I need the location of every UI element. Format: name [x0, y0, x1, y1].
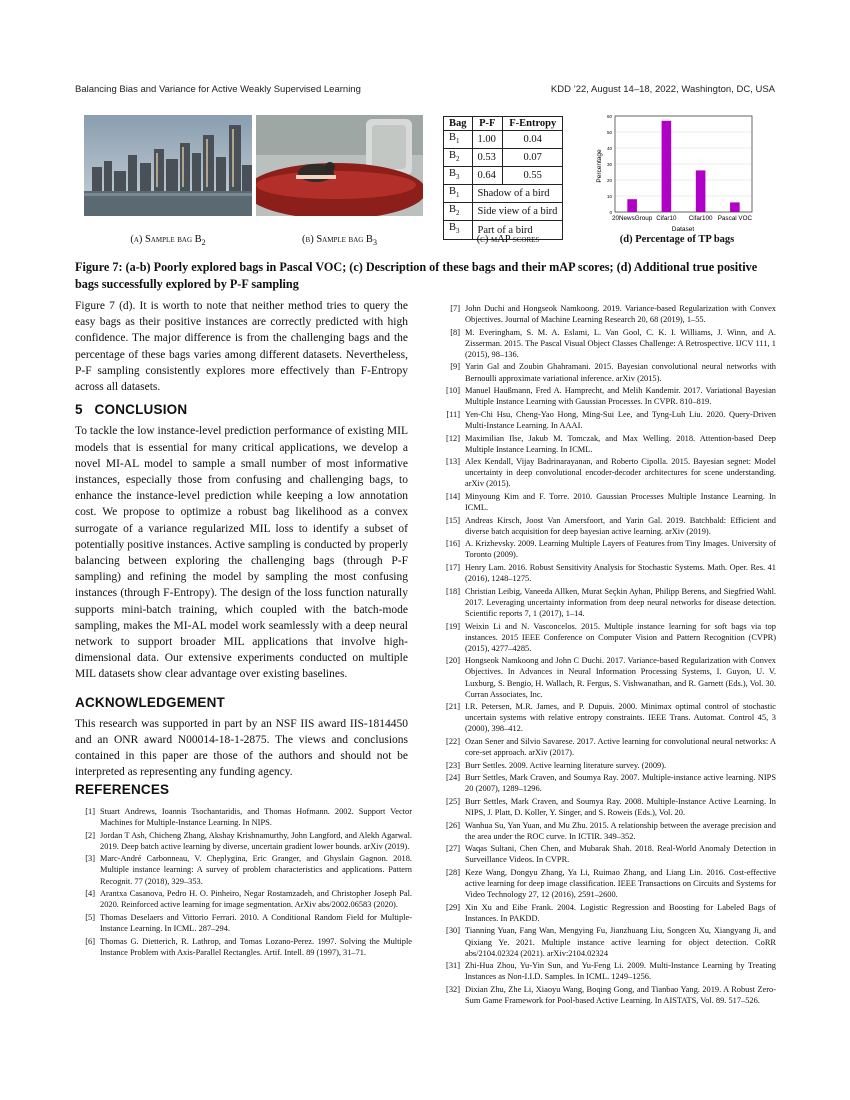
- reference-item: [75, 912, 412, 934]
- reference-text: Ozan Sener and Silvio Savarese. 2017. Active learning for convolutional neural networks: A core-set approach. arXiv (2017).: [465, 736, 776, 758]
- reference-number: [9]: [450, 362, 460, 372]
- reference-number: [10]: [446, 386, 460, 396]
- reference-item: [440, 820, 776, 842]
- reference-text: Henry Lam. 2016. Robust Sensitivity Analysis for Stochastic Systems. Math. Oper. Res. 41 (2016), 1248–1275.: [465, 563, 776, 584]
- reference-number: [26]: [446, 820, 460, 830]
- table-cell-fe: 0.55: [503, 167, 563, 185]
- reference-number: [19]: [446, 621, 460, 631]
- paragraph: This research was supported in part by an NSF IIS award IIS-1814450 and an ONR award N00014-18-1-2875. The views and conclusions contained in this paper are those of the authors and should not be interpreted as representing any funding agency.: [75, 717, 408, 779]
- table-row: [444, 149, 563, 167]
- reference-item: [440, 515, 776, 537]
- references-right: [440, 303, 776, 1008]
- reference-text: Christian Leibig, Vaneeda Allken, Murat Seçkin Ayhan, Philipp Berens, and Siegfried Wahl. 2017. Leveraging uncertainty information from deep neural networks for disease detection. Scientific reports 7, 1 (2017), 1–14.: [465, 586, 776, 618]
- map-scores-table: [443, 116, 563, 240]
- reference-item: [440, 361, 776, 383]
- y-tick-label: 50: [606, 130, 612, 135]
- reference-text: A. Krizhevsky. 2009. Learning Multiple Layers of Features from Tiny Images. University of Toronto (2009).: [465, 539, 776, 560]
- table-cell-pf: 0.53: [472, 149, 503, 167]
- reference-item: [440, 867, 776, 900]
- reference-text: Burr Settles, Mark Craven, and Soumya Ray. 2007. Multiple-instance active learning. NIPS 20 (2007), 1289–1296.: [465, 773, 776, 794]
- reference-item: [440, 456, 776, 489]
- table-row: [444, 167, 563, 185]
- reference-text: M. Everingham, S. M. A. Eslami, L. Van Gool, C. K. I. Williams, J. Winn, and A. Zisserman. 2015. The Pascal Visual Object Classes Challenge: A Retrospective. IJCV 111, 1 (2015), 98–136.: [465, 327, 776, 359]
- section-heading: 5 CONCLUSION: [75, 402, 188, 418]
- reference-item: [440, 491, 776, 513]
- table-header: Bag: [444, 117, 473, 131]
- running-header-venue: KDD ’22, August 14–18, 2022, Washington, DC, USA: [550, 84, 775, 95]
- reference-number: [20]: [446, 656, 460, 666]
- bar-cifar100: [696, 170, 706, 212]
- reference-number: [13]: [446, 457, 460, 467]
- reference-number: [21]: [446, 702, 460, 712]
- table-cell-bag: $B_3$: [444, 221, 473, 239]
- reference-number: [25]: [446, 796, 460, 806]
- tp-bags-bar-chart: [592, 112, 762, 236]
- reference-number: [12]: [446, 433, 460, 443]
- reference-number: [17]: [446, 563, 460, 573]
- reference-item: [440, 925, 776, 958]
- reference-item: [75, 830, 412, 852]
- reference-text: Dixian Zhu, Zhe Li, Xiaoyu Wang, Boqing Gong, and Tianbao Yang. 2019. A Robust Zero-Sum Game Framework for Pool-based Active Learning. In AISTATS, Vol. 89. 517–526.: [465, 984, 776, 1006]
- bar-pascal-voc: [730, 202, 740, 212]
- table-row: [444, 185, 563, 203]
- reference-number: [32]: [446, 984, 460, 994]
- reference-number: [14]: [446, 492, 460, 501]
- reference-number: [1]: [85, 807, 95, 816]
- table-cell-bag: $B_2$: [444, 203, 473, 221]
- reference-text: Manuel Haußmann, Fred A. Hamprecht, and Melih Kandemir. 2017. Variational Bayesian Multiple Instance Learning with Gaussian Processes. In CVPR. 810–819.: [465, 386, 776, 407]
- reference-number: [23]: [446, 760, 460, 770]
- subfigure-a-caption: (a) Sample bag $B_2$: [130, 234, 206, 248]
- reference-item: [75, 853, 412, 886]
- reference-item: [440, 902, 776, 924]
- reference-number: [3]: [85, 854, 95, 864]
- subfigure-c-caption: (c) mAP scores: [476, 234, 540, 245]
- reference-number: [15]: [446, 515, 460, 525]
- table-cell-desc: Part of a bird: [472, 221, 563, 239]
- reference-number: [4]: [85, 889, 95, 899]
- reference-number: [7]: [450, 304, 460, 313]
- reference-item: [440, 409, 776, 431]
- table-cell-desc: Shadow of a bird: [472, 185, 563, 203]
- reference-text: Yarin Gal and Zoubin Ghahramani. 2015. Bayesian convolutional neural networks with Bernoulli approximate variational inference. arXiv (2015).: [465, 362, 776, 383]
- reference-item: [440, 701, 776, 734]
- reference-text: Zhi-Hua Zhou, Yu-Yin Sun, and Yu-Feng Li. 2009. Multi-Instance Learning by Treating Instances as Non-I.I.D. Samples. In ICML. 1249–1256.: [465, 961, 776, 982]
- reference-text: Tianning Yuan, Fang Wan, Mengying Fu, Jianzhuang Liu, Songcen Xu, Xiangyang Ji, and Qixiang Ye. 2021. Multiple instance active learning for object detection. CoRR abs/2104.02324 (2021). arXiv:2104.02324: [465, 926, 776, 958]
- table-cell-bag: $B_1$: [444, 185, 473, 203]
- reference-number: [2]: [85, 830, 95, 840]
- table-cell-pf: 0.64: [472, 167, 503, 185]
- reference-item: [440, 736, 776, 758]
- reference-text: Arantxa Casanova, Pedro H. O. Pinheiro, Negar Rostamzadeh, and Christopher Joseph Pal. 2020. Reinforced active learning for image segmentation. ArXiv abs/2002.06583 (2020).: [100, 889, 412, 910]
- x-axis-label: Dataset: [671, 226, 695, 233]
- x-tick-label: Cifar10: [656, 215, 677, 222]
- reference-text: John Duchi and Hongseok Namkoong. 2019. Variance-based Regularization with Convex Objectives. Journal of Machine Learning Research 20, 68 (2019), 1–55.: [465, 304, 776, 325]
- reference-number: [30]: [446, 926, 460, 936]
- y-tick-label: 20: [606, 178, 612, 183]
- reference-item: [440, 796, 776, 818]
- paragraph: To tackle the low instance-level prediction performance of existing MIL models that is essential for many critical applications, we develop a novel MI-AL model to sample a small number of most informative instances, especially those from confusing and challenging bags, to enhance the instance-level prediction while keeping a low annotation cost. We propose to optimize a robust bag likelihood as a convex surrogate of a variance regularized MIL loss to identify a subset of potentially positive instances. Active sampling is conducted by properly balancing between exploring the challenging bags (through P-F sampling) and refining the model by sampling the most confusing instances (through F-Entropy). The design of the loss function naturally supports mini-batch training, which coupled with the batch-mode sampling, makes the MI-AL model work seamlessly with a deep neural network to support broader MIL applications that involve high-dimensional data. Our extensive experiments conducted on multiple MIL datasets show clear advantage over existing baselines.: [75, 425, 408, 681]
- table-cell-fe: 0.04: [503, 131, 563, 149]
- references-left: [75, 806, 412, 959]
- reference-number: [31]: [446, 961, 460, 971]
- reference-text: Burr Settles, Mark Craven, and Soumya Ray. 2008. Multiple-Instance Active Learning. In NIPS, J. Platt, D. Koller, Y. Singer, and S. Roweis (Eds.), Vol. 20.: [465, 796, 776, 818]
- reference-number: [22]: [446, 736, 460, 746]
- table-cell-bag: $B_3$: [444, 167, 473, 185]
- subfigure-b-caption: (b) Sample bag $B_3$: [302, 234, 377, 248]
- y-tick-label: 30: [606, 162, 612, 167]
- reference-number: [18]: [446, 586, 460, 596]
- left-column: [75, 298, 408, 785]
- reference-number: [24]: [446, 773, 460, 783]
- table-cell-fe: 0.07: [503, 149, 563, 167]
- y-axis-label: Percentage: [596, 149, 603, 183]
- bar-20newsgroup: [627, 199, 637, 212]
- x-tick-label: Pascal VOC: [717, 215, 753, 222]
- reference-item: [440, 984, 776, 1006]
- reference-item: [75, 888, 412, 910]
- reference-item: [440, 538, 776, 560]
- x-tick-label: 20NewsGroup: [611, 215, 653, 222]
- reference-text: Xin Xu and Eibe Frank. 2004. Logistic Regression and Boosting for Labeled Bags of Instances. In PAKDD.: [465, 902, 776, 923]
- y-tick-label: 0: [609, 210, 612, 215]
- reference-text: Minyoung Kim and F. Torre. 2010. Gaussian Processes Multiple Instance Learning. In ICML.: [465, 492, 776, 513]
- reference-text: I.R. Petersen, M.R. James, and P. Dupuis. 2000. Minimax optimal control of stochastic uncertain systems with relative entropy constraints. IEEE Trans. Automat. Control 45, 3 (2000), 398–412.: [465, 702, 776, 734]
- reference-item: [440, 655, 776, 699]
- table-cell-desc: Side view of a bird: [472, 203, 563, 221]
- section-heading: ACKNOWLEDGEMENT: [75, 694, 225, 710]
- table-cell-pf: 1.00: [472, 131, 503, 149]
- reference-text: Wanhua Su, Yan Yuan, and Mu Zhu. 2015. A relationship between the average precision and the area under the ROC curve. In ICTIR. 349–352.: [465, 820, 776, 841]
- reference-item: [440, 385, 776, 407]
- reference-text: Keze Wang, Dongyu Zhang, Ya Li, Ruimao Zhang, and Liang Lin. 2016. Cost-effective active learning for deep image classification. IEEE Transactions on Circuits and Systems for Video Technology 27, 12 (2016), 2591–2600.: [465, 868, 776, 900]
- y-tick-label: 40: [606, 146, 612, 151]
- y-tick-label: 60: [606, 114, 612, 119]
- reference-text: Andreas Kirsch, Joost Van Amersfoort, and Yarin Gal. 2019. Batchbald: Efficient and diverse batch acquisition for deep bayesian active learning. arXiv (2019).: [465, 515, 776, 536]
- reference-text: Stuart Andrews, Ioannis Tsochantaridis, and Thomas Hofmann. 2002. Support Vector Machines for Multiple-Instance Learning. In NIPS.: [100, 807, 412, 828]
- figure-caption: Figure 7: (a-b) Poorly explored bags in Pascal VOC; (c) Description of these bags and their mAP scores; (d) Additional true positive bags successfully explored by P-F sampling: [75, 260, 758, 291]
- paragraph: Figure 7 (d). It is worth to note that neither method tries to query the easy bags as their positive instances are correctly predicted with high confidence. The major difference is from the challenging bags and the percentage of these bags varies among different datasets. Nevertheless, P-F sampling consistently explores more effectively than F-Entropy across all datasets.: [75, 300, 408, 394]
- reference-number: [16]: [446, 539, 460, 549]
- table-header: P-F: [472, 117, 503, 131]
- reference-item: [440, 433, 776, 455]
- reference-number: [27]: [446, 844, 460, 854]
- table-row: [444, 203, 563, 221]
- table-header: F-Entropy: [503, 117, 563, 131]
- reference-text: Hongseok Namkoong and John C Duchi. 2017. Variance-based Regularization with Convex Objectives. In Advances in Neural Information Processing Systems, I. Guyon, U. V. Luxburg, S. Bengio, H. Wallach, R. Fergus, S. Vishwanathan, and R. Garnett (Eds.), Vol. 30. Curran Associates, Inc.: [465, 656, 776, 699]
- reference-item: [440, 843, 776, 865]
- reference-number: [6]: [85, 936, 95, 946]
- reference-text: Burr Settles. 2009. Active learning literature survey. (2009).: [465, 760, 667, 770]
- subfigure-d-caption: (d) Percentage of TP bags: [619, 234, 735, 245]
- sample-bag-b3-image: [256, 115, 423, 216]
- bar-cifar10: [662, 121, 672, 212]
- reference-item: [440, 621, 776, 654]
- reference-item: [440, 760, 776, 771]
- reference-text: Jordan T Ash, Chicheng Zhang, Akshay Krishnamurthy, John Langford, and Alekh Agarwal. 2019. Deep batch active learning by diverse, uncertain gradient lower bounds. arXiv (2019).: [100, 830, 412, 851]
- reference-item: [75, 806, 412, 828]
- reference-item: [75, 936, 412, 958]
- reference-text: Maximilian Ilse, Jakub M. Tomczak, and Max Welling. 2018. Attention-based Deep Multiple Instance Learning. In ICML.: [465, 433, 776, 454]
- table-cell-bag: $B_2$: [444, 149, 473, 167]
- table-header-row: [444, 117, 563, 131]
- sample-bag-b2-image: [84, 115, 252, 216]
- reference-text: Yen-Chi Hsu, Cheng-Yao Hong, Ming-Sui Lee, and Tyng-Luh Liu. 2020. Query-Driven Multi-Instance Learning. In AAAI.: [465, 409, 776, 430]
- reference-text: Weixin Li and N. Vasconcelos. 2015. Multiple instance learning for soft bags via top instances. 2015 IEEE Conference on Computer Vision and Pattern Recognition (CVPR) (2015), 4277–4285.: [465, 621, 776, 653]
- reference-item: [440, 960, 776, 982]
- reference-item: [440, 562, 776, 584]
- reference-number: [29]: [446, 902, 460, 912]
- table-cell-bag: $B_1$: [444, 131, 473, 149]
- reference-number: [5]: [85, 912, 95, 922]
- reference-text: Thomas G. Dietterich, R. Lathrop, and Tomas Lozano-Perez. 1997. Solving the Multiple Instance Problem with Axis-Parallel Rectangles. Artif. Intell. 89 (1997), 31–71.: [100, 936, 412, 957]
- reference-item: [440, 327, 776, 360]
- reference-number: [11]: [446, 409, 460, 419]
- reference-text: Alex Kendall, Vijay Badrinarayanan, and Roberto Cipolla. 2015. Bayesian segnet: Model uncertainty in deep convolutional encoder-decoder architectures for scene understanding. arXiv (2015).: [465, 457, 776, 489]
- reference-item: [440, 303, 776, 325]
- reference-text: Waqas Sultani, Chen Chen, and Mubarak Shah. 2018. Real-World Anomaly Detection in Surveillance Videos. In CVPR.: [465, 844, 776, 865]
- x-tick-label: Cifar100: [688, 215, 713, 222]
- reference-item: [440, 586, 776, 619]
- running-header-title: Balancing Bias and Variance for Active Weakly Supervised Learning: [75, 84, 361, 95]
- section-heading: REFERENCES: [75, 782, 170, 797]
- table-row: [444, 131, 563, 149]
- reference-number: [28]: [446, 868, 460, 877]
- reference-text: Marc-André Carbonneau, V. Cheplygina, Eric Granger, and Ghyslain Gagnon. 2018. Multiple instance learning: A survey of problem characteristics and applications. Pattern Recognit. 77 (2018), 329–353.: [100, 854, 412, 886]
- reference-text: Thomas Deselaers and Vittorio Ferrari. 2010. A Conditional Random Field for Multiple-Instance Learning. In ICML. 287–294.: [100, 912, 412, 933]
- reference-number: [8]: [450, 327, 460, 337]
- reference-item: [440, 772, 776, 794]
- y-tick-label: 10: [606, 194, 612, 199]
